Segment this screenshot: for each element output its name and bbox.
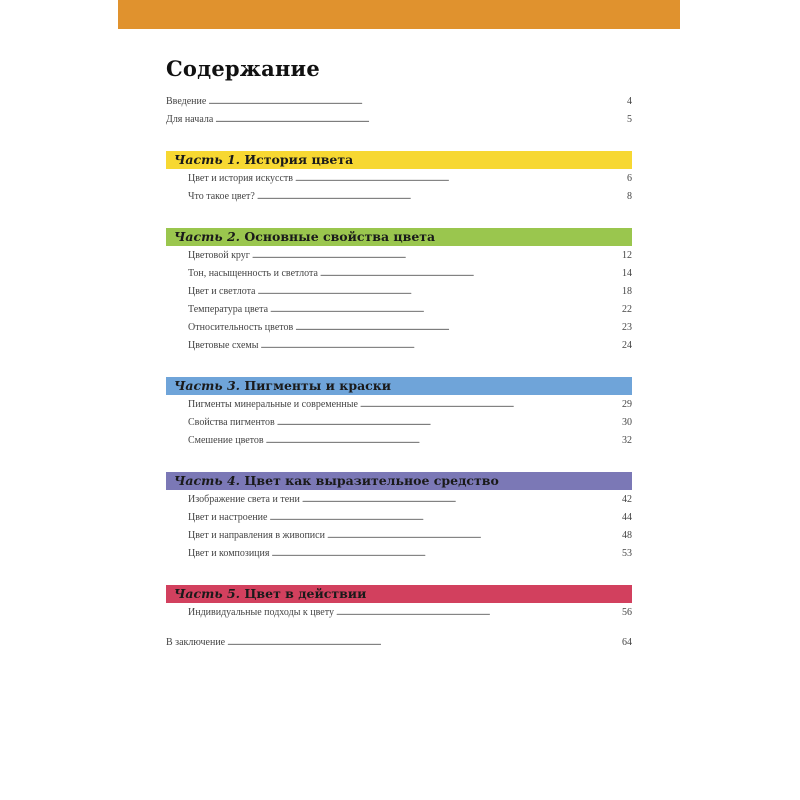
toc-entry[interactable] — [166, 607, 632, 625]
entry-label: Тон, насыщенность и светлота — [188, 268, 318, 279]
toc-entry[interactable] — [166, 340, 632, 358]
part-5-heading[interactable] — [166, 585, 632, 603]
entry-label: Изображение света и тени — [188, 494, 300, 505]
entry-label: Что такое цвет? — [188, 191, 255, 202]
entry-label: В заключение — [166, 637, 226, 648]
toc-entry-getting-started[interactable] — [166, 114, 632, 132]
dot-leader — [266, 435, 620, 446]
entry-label: Цвет и настроение — [188, 512, 268, 523]
table-of-contents — [166, 96, 632, 655]
part-2-section — [166, 228, 632, 358]
entry-page: 64 — [622, 637, 632, 648]
entry-label: Цвет и светлота — [188, 286, 256, 297]
entry-page: 8 — [627, 191, 632, 202]
entry-label: Для начала — [166, 114, 214, 125]
part-2-heading[interactable] — [166, 228, 632, 246]
entry-page: 44 — [622, 512, 632, 523]
entry-label: Относительность цветов — [188, 322, 294, 333]
entry-label: Введение — [166, 96, 207, 107]
entry-page: 29 — [622, 399, 632, 410]
toc-entry[interactable] — [166, 399, 632, 417]
entry-label: Цвет и композиция — [188, 548, 270, 559]
part-number: Часть 4. — [174, 473, 240, 488]
part-3-section — [166, 377, 632, 453]
part-title: Цвет как выразительное средство — [240, 473, 499, 488]
dot-leader — [270, 304, 620, 315]
entry-label: Пигменты минеральные и современные — [188, 399, 358, 410]
dot-leader — [208, 96, 625, 107]
entry-label: Температура цвета — [188, 304, 269, 315]
dot-leader — [260, 340, 620, 351]
dot-leader — [257, 191, 625, 202]
entry-label: Свойства пигментов — [188, 417, 275, 428]
toc-entry[interactable] — [166, 250, 632, 268]
entry-page: 14 — [622, 268, 632, 279]
header-accent-bar — [118, 0, 680, 29]
entry-page: 18 — [622, 286, 632, 297]
closing-entries — [166, 637, 632, 655]
dot-leader — [295, 322, 620, 333]
toc-entry[interactable] — [166, 435, 632, 453]
dot-leader — [277, 417, 620, 428]
entry-label: Цветовой круг — [188, 250, 250, 261]
entry-page: 5 — [627, 114, 632, 125]
dot-leader — [336, 607, 620, 618]
toc-entry[interactable] — [166, 191, 632, 209]
part-3-heading[interactable] — [166, 377, 632, 395]
entry-page: 12 — [622, 250, 632, 261]
dot-leader — [215, 114, 625, 125]
part-title: Цвет в действии — [240, 586, 367, 601]
page-title: Содержание — [166, 56, 320, 81]
dot-leader — [302, 494, 620, 505]
part-title: Основные свойства цвета — [240, 229, 436, 244]
entry-page: 30 — [622, 417, 632, 428]
toc-entry[interactable] — [166, 286, 632, 304]
part-number: Часть 2. — [174, 229, 240, 244]
entry-page: 6 — [627, 173, 632, 184]
toc-entry[interactable] — [166, 322, 632, 340]
dot-leader — [320, 268, 620, 279]
toc-entry[interactable] — [166, 268, 632, 286]
toc-entry-introduction[interactable] — [166, 96, 632, 114]
part-number: Часть 1. — [174, 152, 240, 167]
toc-entry[interactable] — [166, 494, 632, 512]
toc-entry[interactable] — [166, 548, 632, 566]
part-5-section — [166, 585, 632, 625]
dot-leader — [327, 530, 620, 541]
entry-label: Цвет и направления в живописи — [188, 530, 325, 541]
toc-entry[interactable] — [166, 512, 632, 530]
part-number: Часть 5. — [174, 586, 240, 601]
entry-label: Цветовые схемы — [188, 340, 259, 351]
part-number: Часть 3. — [174, 378, 240, 393]
entry-page: 56 — [622, 607, 632, 618]
entry-page: 22 — [622, 304, 632, 315]
dot-leader — [272, 548, 621, 559]
dot-leader — [360, 399, 620, 410]
entry-page: 23 — [622, 322, 632, 333]
toc-entry-conclusion[interactable] — [166, 637, 632, 655]
part-4-section — [166, 472, 632, 566]
entry-label: Смешение цветов — [188, 435, 264, 446]
part-title: Пигменты и краски — [240, 378, 392, 393]
entry-page: 4 — [627, 96, 632, 107]
toc-entry[interactable] — [166, 530, 632, 548]
part-4-heading[interactable] — [166, 472, 632, 490]
entry-page: 53 — [622, 548, 632, 559]
dot-leader — [252, 250, 620, 261]
part-title: История цвета — [240, 152, 354, 167]
intro-entries — [166, 96, 632, 132]
entry-page: 48 — [622, 530, 632, 541]
dot-leader — [295, 173, 625, 184]
dot-leader — [227, 637, 620, 648]
entry-page: 24 — [622, 340, 632, 351]
dot-leader — [258, 286, 621, 297]
toc-entry[interactable] — [166, 417, 632, 435]
entry-page: 42 — [622, 494, 632, 505]
entry-page: 32 — [622, 435, 632, 446]
entry-label: Цвет и история искусств — [188, 173, 293, 184]
entry-label: Индивидуальные подходы к цвету — [188, 607, 334, 618]
toc-entry[interactable] — [166, 173, 632, 191]
toc-entry[interactable] — [166, 304, 632, 322]
dot-leader — [269, 512, 620, 523]
part-1-section — [166, 151, 632, 209]
part-1-heading[interactable] — [166, 151, 632, 169]
